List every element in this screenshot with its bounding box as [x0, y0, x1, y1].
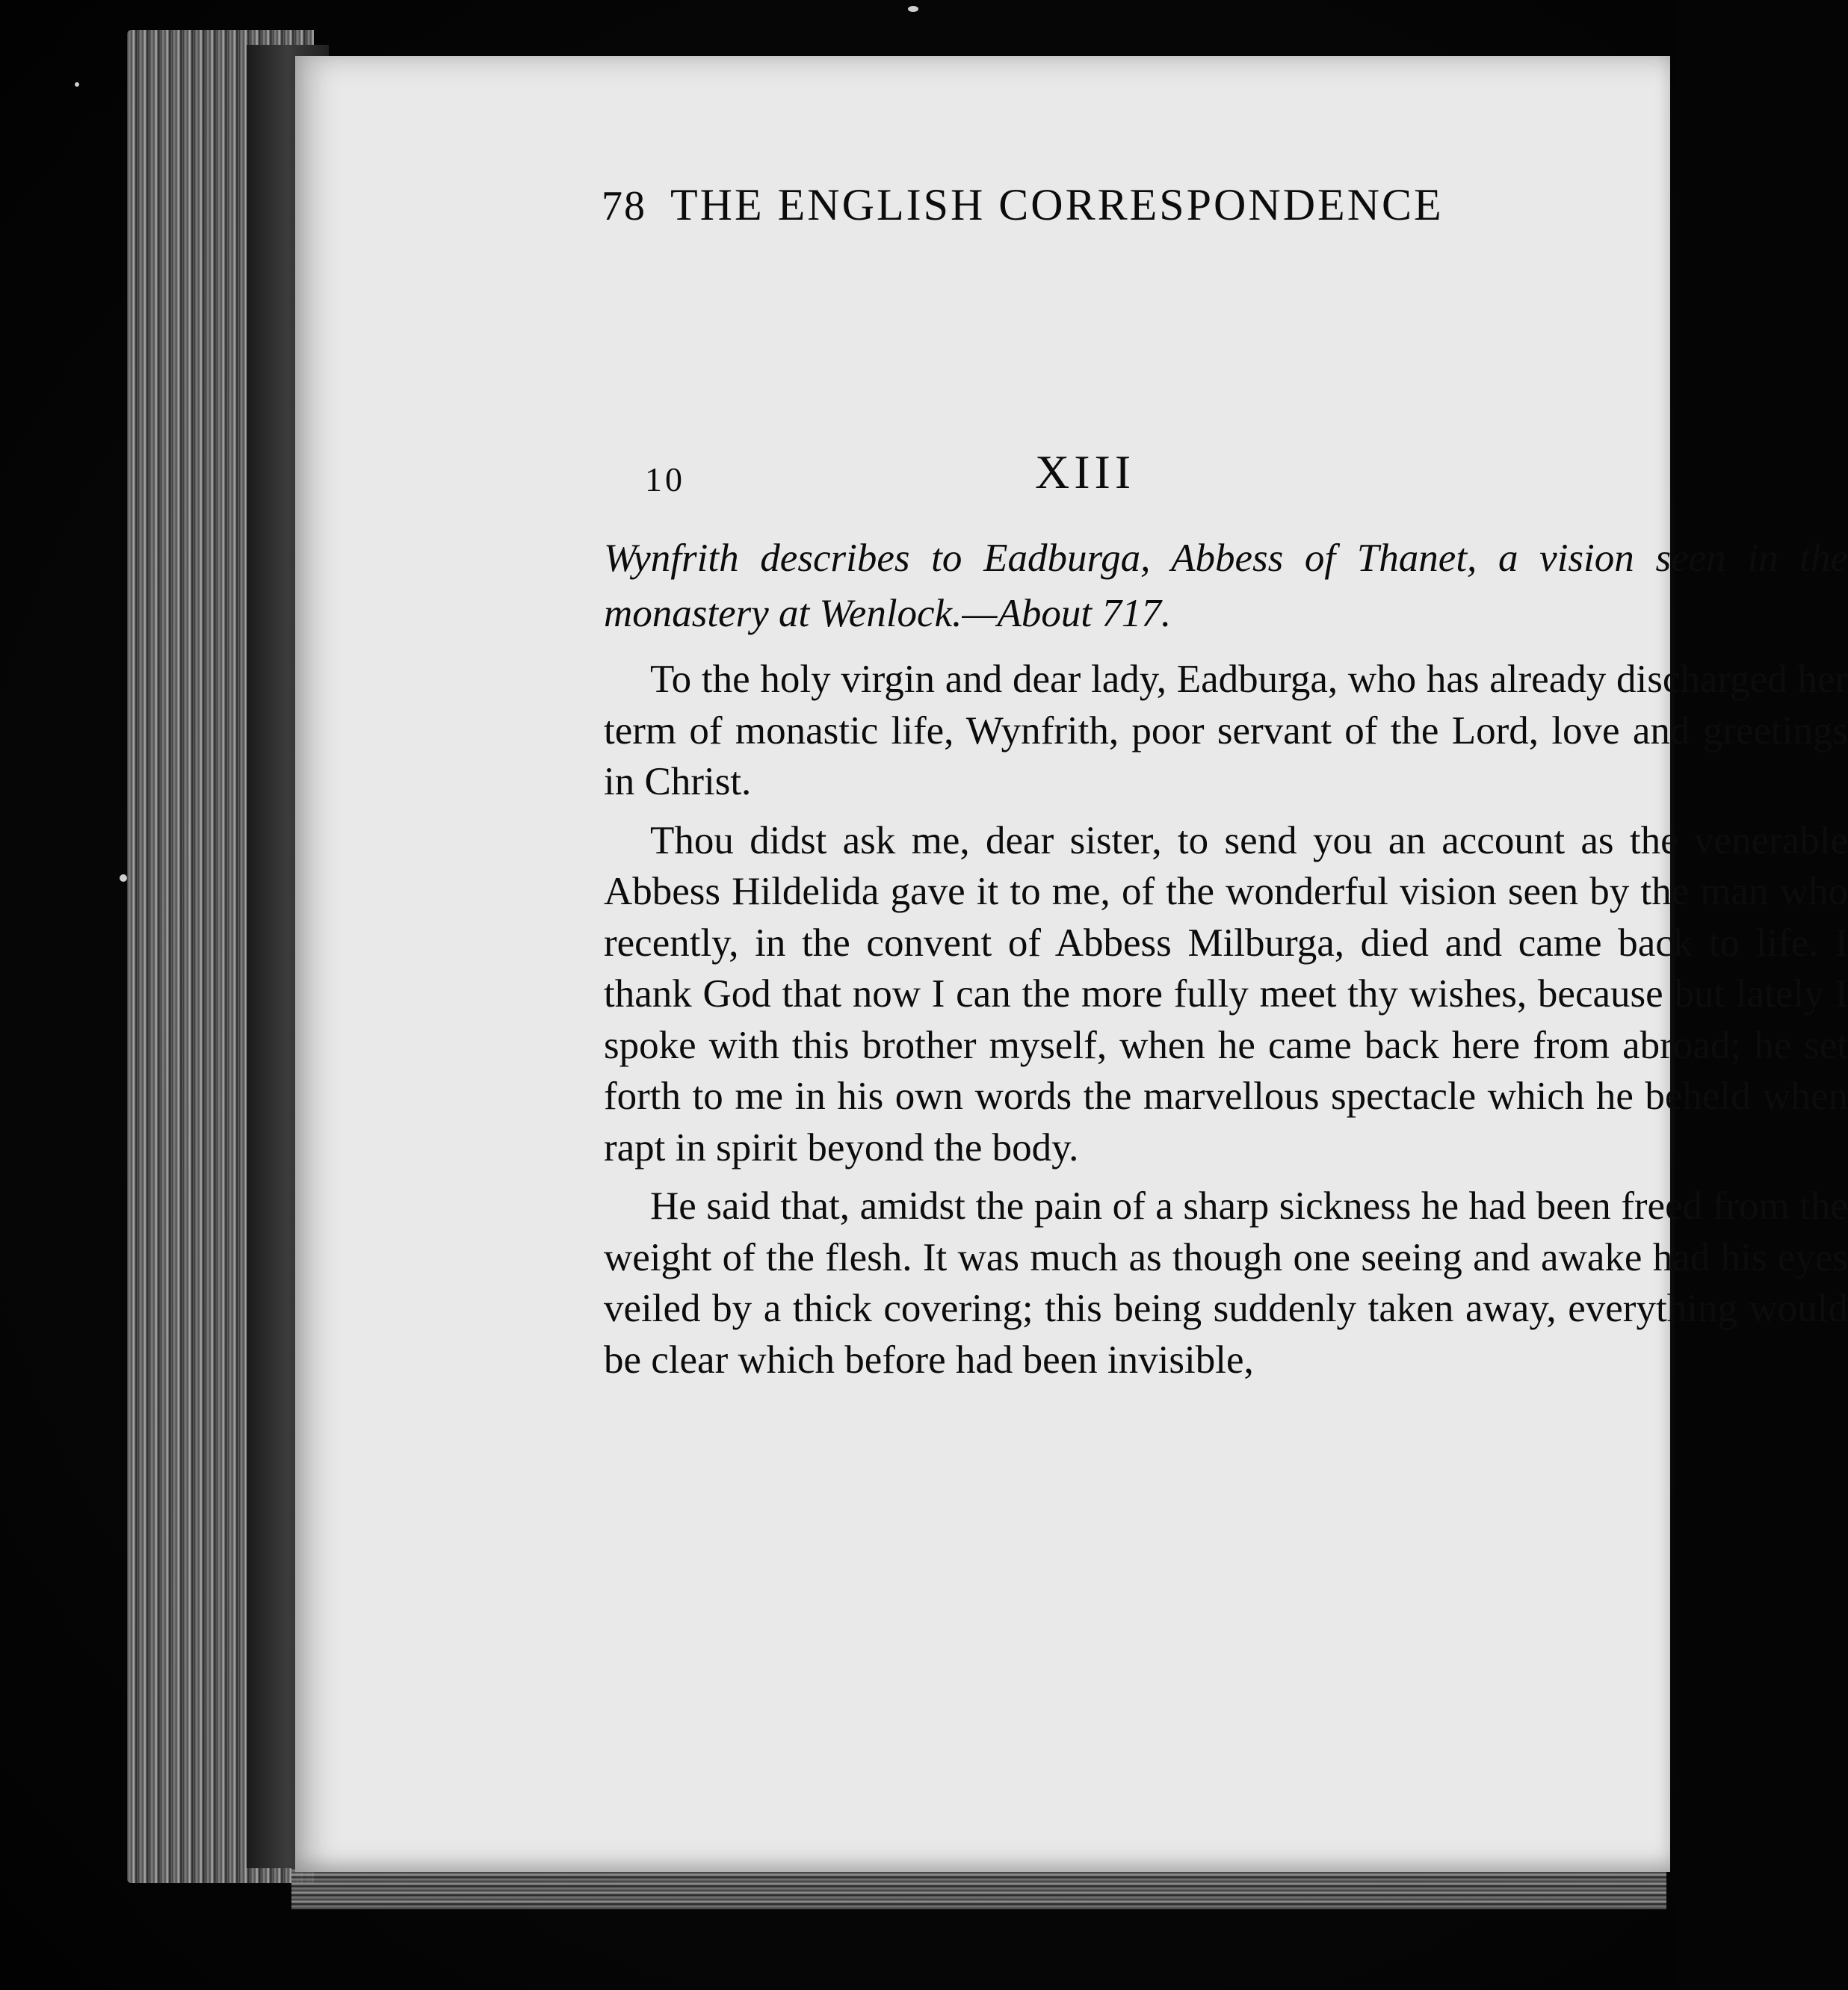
- book-page: [295, 56, 1848, 1872]
- film-speck: [908, 6, 918, 12]
- paragraph-vision: He said that, amidst the pain of a sharp sickness he had been freed from the weight of the flesh. It was much as though one seeing and awake had his eyes veiled by a thick covering; this being suddenly taken away, everything would be clear which before had been invisible,: [604, 1184, 1848, 1382]
- letter-summary: Wynfrith describes to Eadburga, Abbess of Thanet, a vision seen in the monastery at Wenlock.—About 717.: [604, 537, 1848, 635]
- letter-body: [604, 654, 1848, 1385]
- letter-number: XIII: [1035, 445, 1136, 498]
- bottom-page-edges: [291, 1868, 1666, 1909]
- paragraph-request: Thou didst ask me, dear sister, to send you an account as the venerable Abbess Hildelida gave it to me, of the wonderful vision seen by the man who recently, in the convent of Abbess Milburga, died and came back to life. I thank God that now I can the more fully meet thy wishes, because but lately I spoke with this brother myself, when he came back here from abroad; he set forth to me in his own words the marvellous spectacle which he beheld when rapt in spirit beyond the body.: [604, 818, 1848, 1169]
- signature-mark: 10: [645, 460, 685, 498]
- film-speck: [120, 874, 127, 882]
- page-number: 78: [602, 183, 646, 229]
- paragraph-salutation: To the holy virgin and dear lady, Eadburga, who has already discharged her term of monastic life, Wynfrith, poor servant of the Lord, love and greetings in Christ.: [604, 658, 1848, 803]
- film-speck: [75, 82, 79, 87]
- running-head: [602, 179, 1521, 231]
- running-head-title: THE ENGLISH CORRESPONDENCE: [670, 180, 1444, 229]
